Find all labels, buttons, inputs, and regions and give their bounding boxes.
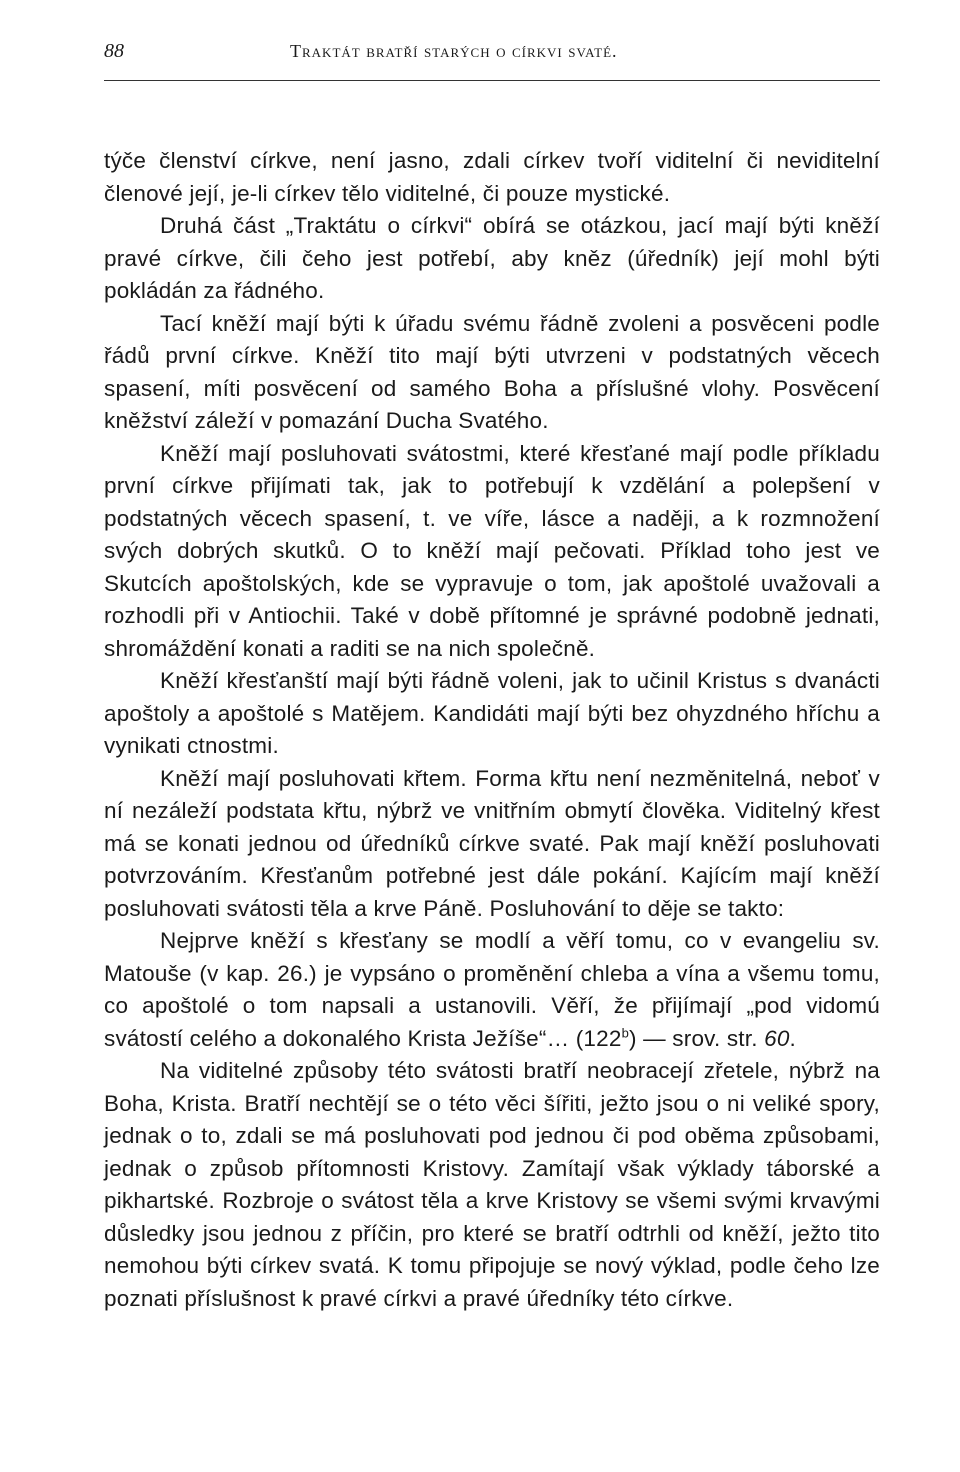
paragraph: Kněží mají posluhovati svátostmi, které křesťané mají podle příkladu první církve přijímati tak, jak to potřebují k vzdělání a polepšení v podstatných věcech spasení, t. ve víře, lásce a naději, a k rozmnožení svých dobrých skutků. O to kněží mají pečovati. Příklad toho jest ve Skutcích apoštolských, kde se vypravuje o tom, jak apoštolé uvažovali a rozhodli při v Antiochii. Také v době přítomné je správné podobně jednati, shromáždění konati a raditi se na nich společně. <box>104 440 880 661</box>
paragraph: Kněží křesťanští mají býti řádně voleni, jak to učinil Kristus s dvanácti apoštoly a apoštolé s Matějem. Kandidáti mají býti bez ohyzdného hříchu a vynikati ctnostmi. <box>104 668 880 758</box>
header-rule <box>104 80 880 81</box>
book-page <box>104 40 880 1315</box>
paragraph-text: . <box>789 1025 796 1051</box>
paragraph: týče členství církve, není jasno, zdali církev tvoří viditelní či neviditelní členové její, je-li církev tělo viditelné, či pouze mystické. <box>104 148 880 206</box>
page-reference: 60 <box>764 1025 790 1051</box>
paragraph <box>104 925 880 1055</box>
paragraph-text: Nejprve kněží s křesťany se modlí a věří tomu, co v evangeliu sv. Matouše (v kap. 26.) je vypsáno o proměnění chleba a vína a všemu tomu, co apoštolé o tom napsali a ustanovili. Věří, že přijímají „pod vidomú svátostí celého a dokonalého Krista Ježíše“… (122 <box>104 928 880 1051</box>
paragraph: Na viditelné způsoby této svátosti bratří neobracejí zřetele, nýbrž na Boha, Krista. Bratří nechtějí se o této věci šířiti, ježto jsou o ni veliké spory, jednak o to, zdali se má posluhovati pod jednou či pod oběma způsobami, jednak o způsob přítomnosti Kristovy. Zamítají však výklady táborské a pikhartské. Rozbroje o svátost těla a krve Kristovy se všemi svými krvavými důsledky jsou jednou z příčin, pro které se bratří odtrhli od kněží, ježto tito nemohou býti církev svatá. K tomu připojuje se nový výklad, podle čeho lze poznati příslušnost k pravé církvi a pravé úředníky této církve. <box>104 1058 880 1311</box>
page-header <box>104 40 880 76</box>
paragraph-text: ) — srov. str. <box>629 1025 765 1051</box>
page-number: 88 <box>104 40 124 62</box>
paragraph: Tací kněží mají býti k úřadu svému řádně zvoleni a posvěceni podle řádů první církve. Kněží tito mají býti utvrzeni v podstatných věcech spasení, míti posvěcení od samého Boha a příslušné vlohy. Posvěcení kněžství záleží v pomazání Ducha Svatého. <box>104 310 880 433</box>
body-text <box>104 145 880 1315</box>
superscript: b <box>621 1025 630 1040</box>
paragraph: Kněží mají posluhovati křtem. Forma křtu není nezměnitelná, neboť v ní nezáleží podstata křtu, nýbrž ve vnitřním obmytí člověka. Viditelný křest má se konati jednou od úředníků církve svaté. Pak mají kněží posluhovati potvrzováním. Křesťanům potřebné jest dále pokání. Kajícím mají kněží posluhovati svátosti těla a krve Páně. Posluhování to děje se takto: <box>104 765 880 921</box>
paragraph: Druhá část „Traktátu o církvi“ obírá se otázkou, jací mají býti kněží pravé církve, čili čeho jest potřebí, aby kněz (úředník) její mohl býti pokládán za řádného. <box>104 213 880 303</box>
running-head: Traktát bratří starých o církvi svaté. <box>290 41 618 61</box>
